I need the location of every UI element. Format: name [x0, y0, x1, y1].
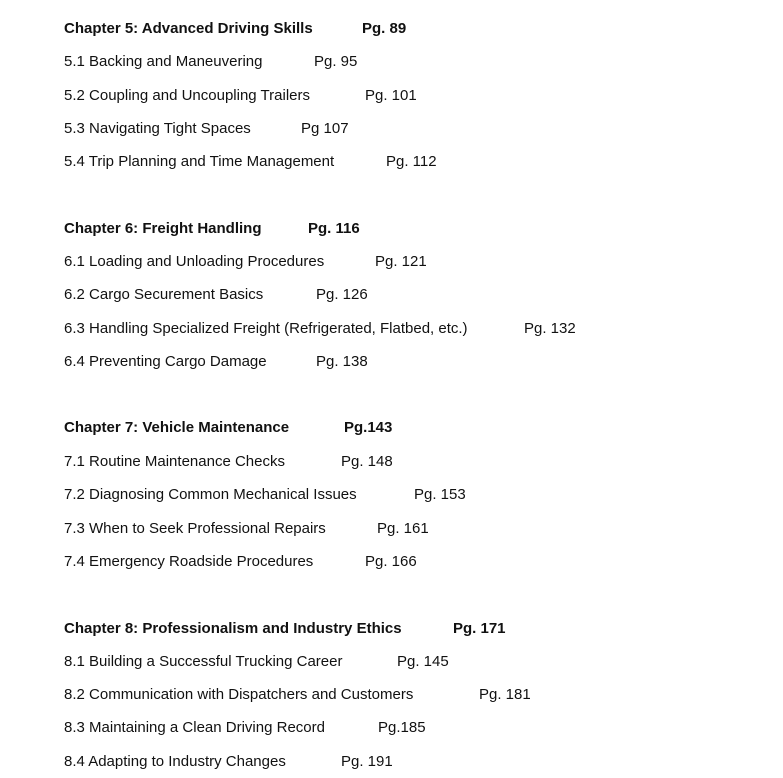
chapter-title: Chapter 6: Freight Handling	[64, 220, 262, 237]
section-page-number: Pg. 191	[341, 753, 393, 770]
toc-entry	[64, 520, 429, 538]
toc-entry	[64, 120, 349, 138]
section-title: 7.1 Routine Maintenance Checks	[64, 453, 285, 470]
section-title: 7.3 When to Seek Professional Repairs	[64, 520, 326, 537]
toc-entry	[64, 253, 427, 271]
section-title: 6.3 Handling Specialized Freight (Refrigerated, Flatbed, etc.)	[64, 320, 468, 337]
section-page-number: Pg. 166	[365, 553, 417, 570]
section-title: 8.4 Adapting to Industry Changes	[64, 753, 286, 770]
toc-entry	[64, 353, 368, 371]
toc-entry	[64, 87, 417, 105]
section-title: 6.4 Preventing Cargo Damage	[64, 353, 267, 370]
section-title: 8.1 Building a Successful Trucking Career	[64, 653, 343, 670]
section-page-number: Pg 107	[301, 120, 349, 137]
chapter-page-number: Pg. 116	[308, 220, 360, 237]
chapter-page-number: Pg. 171	[453, 620, 506, 637]
section-page-number: Pg. 126	[316, 286, 368, 303]
chapter-page-number: Pg. 89	[362, 20, 407, 37]
section-title: 6.1 Loading and Unloading Procedures	[64, 253, 325, 270]
section-title: 8.2 Communication with Dispatchers and Customers	[64, 686, 414, 703]
section-title: 5.3 Navigating Tight Spaces	[64, 120, 251, 137]
section-page-number: Pg. 145	[397, 653, 449, 670]
section-page-number: Pg. 153	[414, 486, 466, 503]
section-title: 6.2 Cargo Securement Basics	[64, 286, 264, 303]
toc-entry	[64, 153, 437, 171]
section-title: 7.2 Diagnosing Common Mechanical Issues	[64, 486, 357, 503]
chapter-title: Chapter 5: Advanced Driving Skills	[64, 20, 313, 37]
chapter-page-number: Pg.143	[344, 419, 393, 436]
section-page-number: Pg. 101	[365, 87, 417, 104]
toc-entry	[64, 753, 393, 771]
section-title: 8.3 Maintaining a Clean Driving Record	[64, 719, 325, 736]
chapter-heading	[64, 220, 360, 238]
section-page-number: Pg. 132	[524, 320, 576, 337]
section-title: 7.4 Emergency Roadside Procedures	[64, 553, 314, 570]
toc-entry	[64, 486, 466, 504]
toc-entry	[64, 53, 358, 71]
section-page-number: Pg. 161	[377, 520, 429, 537]
toc-entry	[64, 686, 531, 704]
section-page-number: Pg. 121	[375, 253, 427, 270]
section-page-number: Pg. 138	[316, 353, 368, 370]
chapter-heading	[64, 20, 407, 38]
section-page-number: Pg. 95	[314, 53, 358, 70]
section-page-number: Pg. 181	[479, 686, 531, 703]
section-title: 5.4 Trip Planning and Time Management	[64, 153, 335, 170]
section-page-number: Pg. 148	[341, 453, 393, 470]
toc-entry	[64, 453, 393, 471]
section-title: 5.1 Backing and Maneuvering	[64, 53, 263, 70]
chapter-title: Chapter 7: Vehicle Maintenance	[64, 419, 290, 436]
chapter-heading	[64, 620, 506, 638]
toc-entry	[64, 653, 449, 671]
chapter-heading	[64, 419, 393, 437]
section-page-number: Pg. 112	[386, 153, 437, 170]
section-page-number: Pg.185	[378, 719, 426, 736]
section-title: 5.2 Coupling and Uncoupling Trailers	[64, 87, 310, 104]
chapter-title: Chapter 8: Professionalism and Industry Ethics	[64, 620, 402, 637]
toc-entry	[64, 320, 576, 338]
toc-entry	[64, 286, 368, 304]
toc-entry	[64, 719, 426, 737]
toc-entry	[64, 553, 417, 571]
